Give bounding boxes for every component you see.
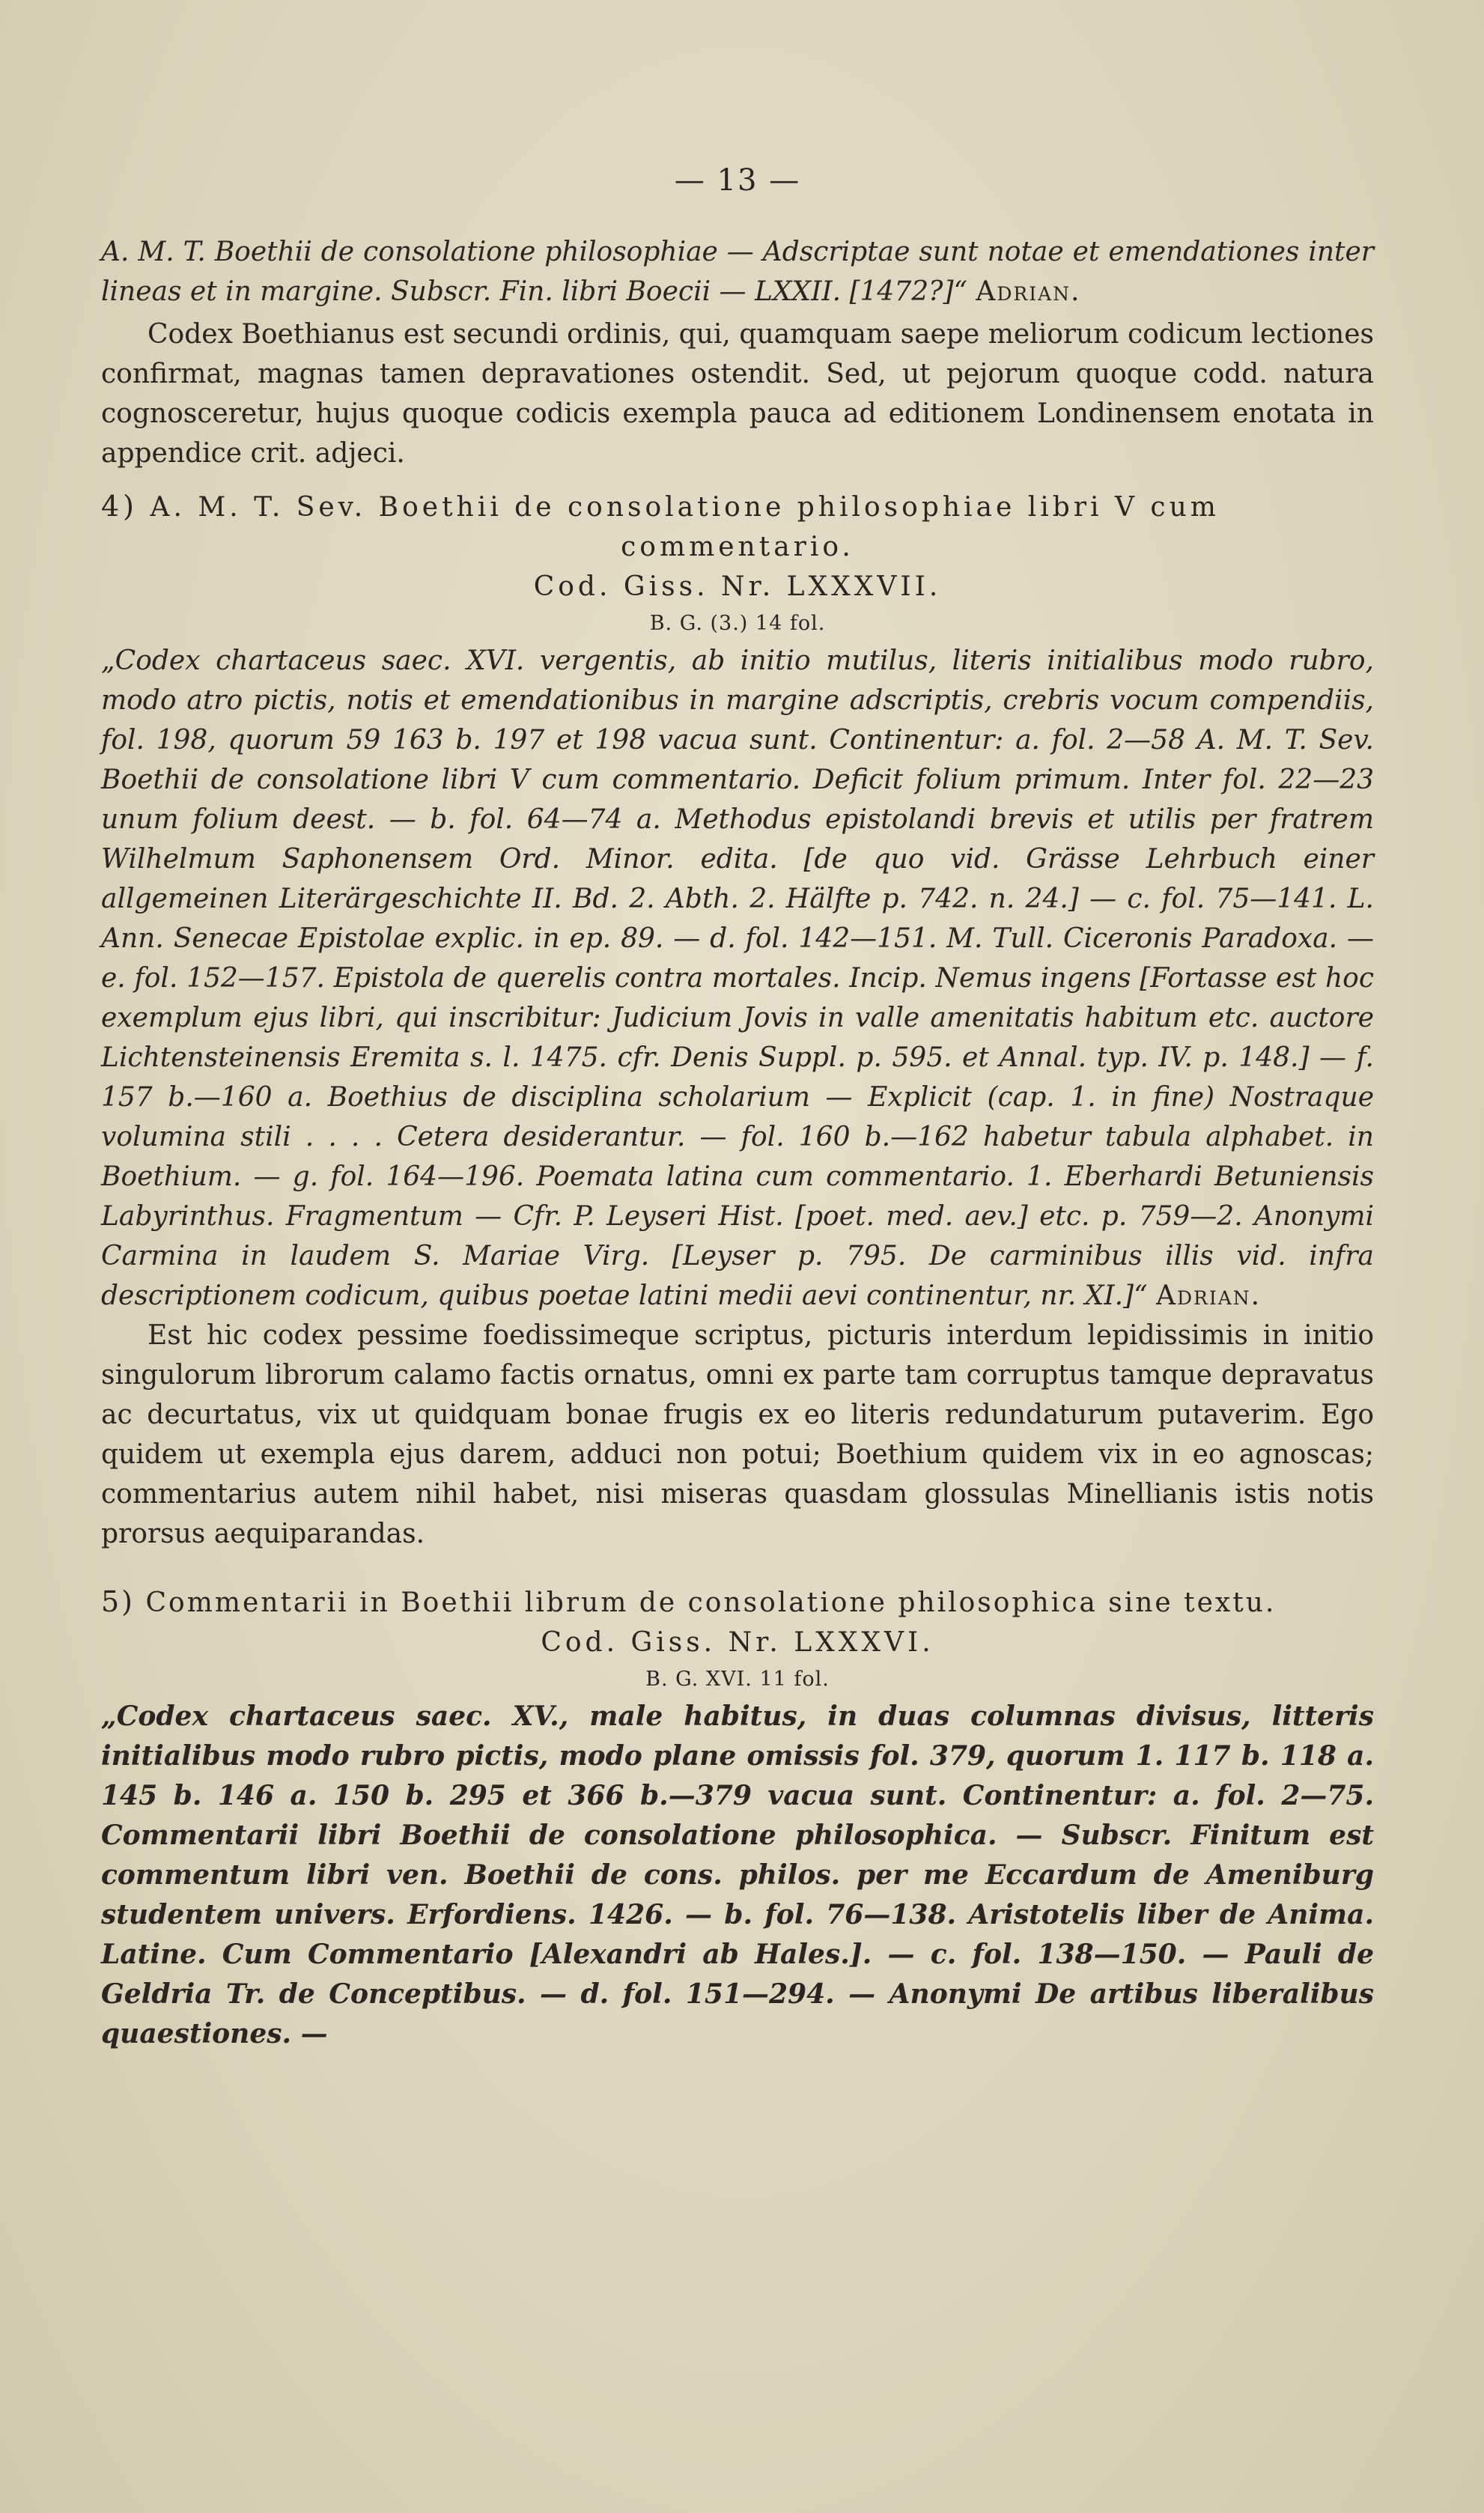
entry4-heading bbox=[101, 487, 1374, 641]
entry4-commentary: Est hic codex pessime foedissimeque scriptus, picturis interdum lepidissimis in initio singulorum librorum calamo factis ornatus, omni ex parte tam corruptus tamque depravatus ac decurtatus, vix ut quidquam bonae frugis ex eo literis redundaturum putaverim. Ego quidem ut exempla ejus darem, adduci non potui; Boethium quidem vix in eo agnoscas; commentarius autem nihil habet, nisi miseras quasdam glossulas Minellianis istis notis prorsus aequiparandas. bbox=[101, 1320, 1374, 1549]
entry5-title bbox=[101, 1582, 1374, 1623]
entry4-attribution: Adrian. bbox=[1155, 1280, 1262, 1311]
entry5-shelfmark: B. G. XVI. 11 fol. bbox=[645, 1668, 830, 1691]
entry4-codex: Cod. Giss. Nr. LXXXVII. bbox=[533, 571, 942, 602]
page-content bbox=[101, 161, 1374, 2054]
entry5-codex: Cod. Giss. Nr. LXXXVI. bbox=[541, 1627, 934, 1658]
entry4-description-text: „Codex chartaceus saec. XVI. vergentis, ab initio mutilus, literis initialibus modo rubro, modo atro pictis, notis et emendationibus in margine adscriptis, crebris vocum compendiis, fol. 198, quorum 59 163 b. 197 et 198 vacua sunt. Continentur: a. fol. 2—58 A. M. T. Sev. Boethii de consolatione libri V cum commentario. Deficit folium primum. Inter fol. 22—23 unum folium deest. — b. fol. 64—74 a. Methodus epistolandi brevis et utilis per fratrem Wilhelmum Saphonensem Ord. Minor. edita. [de quo vid. Grässe Lehrbuch einer allgemeinen Literärgeschichte II. Bd. 2. Abth. 2. Hälfte p. 742. n. 24.] — c. fol. 75—141. L. Ann. Senecae Epistolae explic. in ep. 89. — d. fol. 142—151. M. Tull. Ciceronis Paradoxa. — e. fol. 152—157. Epistola de querelis contra mortales. Incip. Nemus ingens [Fortasse est hoc exemplum ejus libri, qui inscribitur: Judicium Jovis in valle amenitatis habitum etc. auctore Lichtensteinensis Eremita s. l. 1475. cfr. Denis Suppl. p. 595. et Annal. typ. IV. p. 148.] — f. 157 b.—160 a. Boethius de disciplina scholarium — Explicit (cap. 1. in fine) Nostraque volumina stili . . . . Cetera desiderantur. — fol. 160 b.—162 habetur tabula alphabet. in Boethium. — g. fol. 164—196. Poemata latina cum commentario. 1. Eberhardi Betuniensis Labyrinthus. Fragmentum — Cfr. P. Leyseri Hist. [poet. med. aev.] etc. p. 759—2. Anonymi Carmina in laudem S. Mariae Virg. [Leyser p. 795. De carminibus illis vid. infra descriptionem codicum, quibus poetae latini medii aevi continentur, nr. XI.]“ bbox=[101, 645, 1374, 1311]
entry4-title-line2: commentario. bbox=[621, 532, 854, 562]
section-gap bbox=[101, 1554, 1374, 1569]
entry5-heading bbox=[101, 1582, 1374, 1697]
page-number: — 13 — bbox=[674, 163, 801, 198]
entry3-commentary: Codex Boethianus est secundi ordinis, qui, quamquam saepe meliorum codicum lectiones confirmat, magnas tamen depravationes ostendit. Sed, ut pejorum quoque codd. natura cognosceretur, hujus quoque codicis exempla pauca ad editionem Londinensem enotata in appendice crit. adjeci. bbox=[101, 319, 1374, 469]
entry3-attribution: Adrian. bbox=[976, 276, 1081, 307]
entry5-description: „Codex chartaceus saec. XV., male habitus, in duas columnas divisus, litteris initialibus modo rubro pictis, modo plane omissis fol. 379, quorum 1. 117 b. 118 a. 145 b. 146 a. 150 b. 295 et 366 b.—379 vacua sunt. Continentur: a. fol. 2—75. Commentarii libri Boethii de consolatione philosophica. — Subscr. Finitum est commentum libri ven. Boethii de cons. philos. per me Eccardum de Ameniburg studentem univers. Erfordiens. 1426. — b. fol. 76—138. Aristotelis liber de Anima. Latine. Cum Commentario [Alexandri ab Hales.]. — c. fol. 138—150. — Pauli de Geldria Tr. de Conceptibus. — d. fol. 151—294. — Anonymi De artibus liberalibus quaestiones. — bbox=[101, 1701, 1374, 2049]
entry4-number: 4) bbox=[101, 490, 139, 523]
entry3-citation bbox=[101, 232, 1374, 312]
entry4-title bbox=[101, 487, 1374, 527]
entry5-title-text: Commentarii in Boethii librum de consolatione philosophica sine textu. bbox=[145, 1587, 1277, 1618]
entry5-number: 5) bbox=[101, 1585, 136, 1618]
entry4-description bbox=[101, 641, 1374, 1316]
entry3-citation-text: A. M. T. Boethii de consolatione philosophiae — Adscriptae sunt notae et emendationes inter lineas et in margine. Subscr. Fin. libri Boecii — LXXII. [1472?]“ bbox=[101, 237, 1374, 307]
entry4-shelfmark: B. G. (3.) 14 fol. bbox=[649, 612, 826, 635]
entry4-title-line1: A. M. T. Sev. Boethii de consolatione philosophiae libri V cum bbox=[150, 492, 1220, 523]
